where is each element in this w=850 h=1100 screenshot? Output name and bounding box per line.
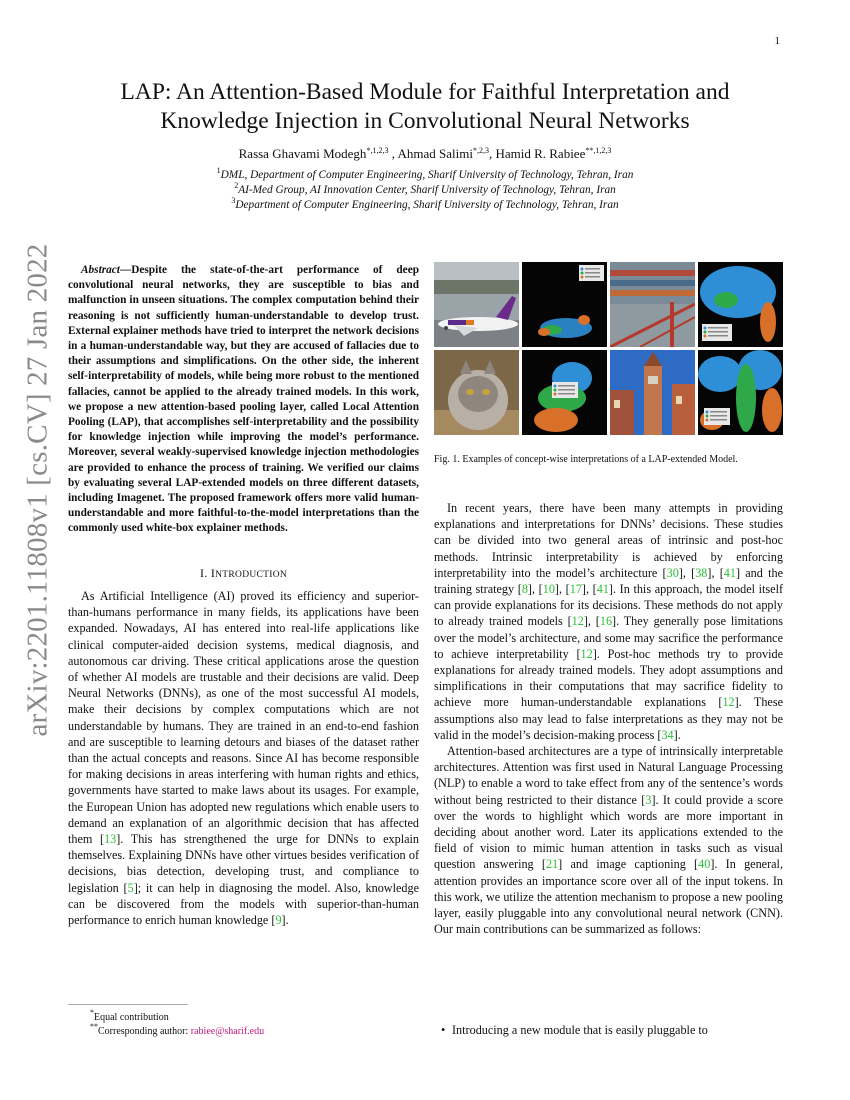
body-paragraph — [68, 588, 419, 928]
affiliation-2 — [80, 183, 770, 198]
paragraph-text: Attention-based architectures are a type of intrinsically interpretable architectures. Attention was first used in Natural Language Processing (NLP) to enable a word to take effect from any of the sentence’s words without being restricted to their distance [ — [434, 744, 783, 807]
paragraph-text: ]. In general, attention provides an importance score over all of the input tokens. In this work, we utilize the attention mechanism to propose a new pooling layer, easily pluggable into any convolutional neural network (CNN). Our main contributions can be summarized as follows: — [434, 857, 783, 937]
author-2-affil: *,2,3 — [472, 146, 489, 155]
paragraph-text: ], [ — [527, 582, 543, 597]
abstract-text: —Despite the state-of-the-art performance of deep convolutional neural networks, they are susceptible to bias and malfunction in unseen situations. The complex computation behind their reasoning is not sufficiently human-understandable to develop trust. External explainer methods have tried to interpret the network decisions in a human-understandable way, but they are accused of fallacies due to their assumptions and simplifications. On the other side, the inherent self-interpretability of models, while being more robust to the mentioned fallacies, cannot be applied to the already trained models. In this work, we propose a new attention-based pooling layer, called Local Attention Pooling (LAP), that accomplishes self-interpretability and the possibility for knowledge injection while improving the model’s performance. Moreover, several weakly-supervised knowledge injection methodologies are provided to enhance the process of training. We verified our claims by evaluating several LAP-extended models on three different datasets, including Imagenet. The proposed framework offers more valid human-understandable and more faithful-to-the-model interpretations than the commonly used white-box explainer methods. — [68, 264, 419, 535]
footnote-2-marker: ** — [90, 1022, 98, 1031]
paragraph-text: ] and the training strategy [ — [434, 565, 783, 597]
contribution-list — [434, 1022, 783, 1038]
paragraph-text: In recent years, there have been many attempts in providing explanations and interpretations for DNNs’ decisions. These studies can be divided into two general areas of intrinsic and post-hoc methods. Intrinsic interpretability is achieved by enforcing interpretability into the model’s architecture [ — [434, 501, 783, 580]
author-3-affil: **,1,2,3 — [585, 146, 612, 155]
citation-link[interactable]: 3 — [645, 792, 652, 807]
paragraph-text: ]; it can help in diagnosing the model. Also, knowledge can be discovered from the models with superior-than-human performance to enrich human knowledge [ — [68, 880, 419, 928]
citation-link[interactable]: 41 — [723, 565, 736, 580]
paragraph-text: ], [ — [583, 614, 600, 629]
paragraph-text: ], [ — [554, 582, 570, 597]
airplane-photo — [434, 262, 519, 347]
paragraph-text: ]. These assumptions also may lead to false interpretations as they may not be valid in the model’s decision-making process [ — [434, 695, 783, 742]
ship-bridge-photo — [610, 262, 695, 347]
citation-link[interactable]: 16 — [599, 614, 613, 629]
affiliation-3-text: Department of Computer Engineering, Sharif University of Technology, Tehran, Iran — [235, 199, 619, 211]
affiliations — [80, 168, 770, 213]
affiliation-3 — [80, 198, 770, 213]
paragraph-text: As Artificial Intelligence (AI) proved its efficiency and superior-than-humans performance in many fields, its applications have been expanded. Nowadays, AI has entered into real-life applications like clinical computer-aided decision systems, medical diagnosis, and autonomous car driving. These critical applications arose the question of whether AI models are trustable and their decisions are valid. Deep Neural Networks (DNNs), as one of the most successful AI models, make their decisions by complex computations which are not understandable by humans. They are trained in an end-to-end fashion and are susceptible to learning detours and biases of the dataset rather than the actual concepts and reasons. Since AI has become responsible for making decisions in areas interfering with human rights and ethics, governments have started to make laws about its usages. For example, the European Union has adopted new regulations which enable users to demand an explanation of an algorithmic decision that has affected them [ — [68, 589, 419, 847]
airplane-concept-map — [522, 262, 607, 347]
cat-concept-map — [522, 350, 607, 435]
abstract-label: Abstract — [81, 264, 120, 276]
ship-concept-map — [698, 262, 783, 347]
figure-1-caption: Fig. 1. Examples of concept-wise interpretations of a LAP-extended Model. — [434, 454, 738, 465]
contribution-item-1: • Introducing a new module that is easily pluggable to — [434, 1022, 783, 1038]
citation-link[interactable]: 5 — [127, 880, 134, 895]
citation-link[interactable]: 13 — [104, 832, 117, 847]
footnote-1-text: Equal contribution — [94, 1012, 169, 1023]
paragraph-text: ]. Post-hoc methods try to provide explanations for already trained models. They adopt assumptions and simplifications in their computations that may sacrifice fidelity to achieve more human-understandable explanations [ — [434, 646, 783, 710]
paragraph-text: ]. — [281, 913, 289, 928]
arxiv-stamp — [18, 243, 58, 737]
affiliation-1-text: DML, Department of Computer Engineering, Sharif University of Technology, Tehran, Iran — [220, 169, 634, 181]
affiliation-2-marker: 2 — [234, 181, 239, 190]
body-paragraph — [434, 743, 783, 937]
citation-link[interactable]: 8 — [521, 582, 528, 597]
citation-link[interactable]: 9 — [275, 913, 282, 928]
paragraph-text: ], [ — [678, 565, 696, 580]
paragraph-text: ]. It could provide a score over the words to highlight which words are more important in deciding about another word. Later its applications extended to the field of vision to mimic human attention in tasks such as visual question answering [ — [434, 792, 784, 872]
footnote-1-marker: * — [90, 1008, 94, 1017]
affiliation-2-text: AI-Med Group, AI Innovation Center, Sharif University of Technology, Tehran, Iran — [238, 184, 616, 196]
paragraph-text: ]. In this approach, the model itself can provide explanations for its decisions. These methods do not apply to already trained models [ — [434, 582, 784, 629]
title-line-1: LAP: An Attention-Based Module for Faithful Interpretation and — [120, 79, 730, 105]
footnote-1 — [90, 1008, 264, 1025]
citation-link[interactable]: 21 — [545, 857, 559, 872]
citation-link[interactable]: 30 — [666, 565, 679, 580]
author-list: Rassa Ghavami Modegh$^{*,1,2,3}$ , Ahmad Salimi$^{*,2,3}$, Hamid R. Rabiee$^{**,1,2,3}$ — [238, 146, 612, 161]
corresponding-email-link[interactable]: rabiee@sharif.edu — [190, 1026, 265, 1037]
author-1-affil: *,1,2,3 — [366, 146, 389, 155]
section-heading-introduction — [68, 566, 419, 581]
body-paragraph — [434, 500, 783, 743]
affiliation-1-marker: 1 — [216, 166, 221, 175]
author-2: Ahmad Salimi — [397, 146, 473, 161]
footnote-2 — [90, 1022, 265, 1039]
author-1: Rassa Ghavami Modegh — [238, 146, 367, 161]
abstract — [68, 263, 419, 537]
citation-link[interactable]: 34 — [661, 727, 674, 742]
citation-link[interactable]: 40 — [698, 857, 711, 872]
citation-link[interactable]: 10 — [542, 582, 555, 597]
section-title-initial: I — [210, 566, 216, 580]
citation-link[interactable]: 12 — [580, 646, 593, 661]
church-concept-map — [698, 350, 783, 435]
citation-link[interactable]: 38 — [695, 565, 708, 580]
left-column-body — [68, 588, 419, 928]
paragraph-text: ], [ — [581, 582, 597, 597]
paragraph-text: ]. — [673, 727, 681, 742]
figure-1 — [434, 262, 784, 435]
footnote-rule — [68, 1004, 188, 1005]
citation-link[interactable]: 41 — [596, 582, 609, 597]
citation-link[interactable]: 12 — [571, 614, 584, 629]
author-3: Hamid R. Rabiee — [495, 146, 586, 161]
paragraph-text: ]. They generally pose limitations over the model’s architecture, and some may sacrifice the performance to achieve interpretability [ — [434, 614, 783, 661]
citation-link[interactable]: 17 — [569, 582, 582, 597]
affiliation-3-marker: 3 — [231, 196, 236, 205]
paragraph-text: ] and image captioning [ — [558, 857, 699, 872]
cat-photo — [434, 350, 519, 435]
affiliation-1 — [80, 168, 770, 183]
page-number: 1 — [774, 35, 780, 47]
paper-title — [80, 78, 770, 136]
arxiv-stamp-text: arXiv:2201.11808v1 [cs.CV] 27 Jan 2022 — [21, 243, 54, 737]
title-line-2: Knowledge Injection in Convolutional Neural Networks — [160, 108, 690, 134]
footnotes — [90, 1008, 265, 1039]
church-tower-photo — [610, 350, 695, 435]
paragraph-text: ]. This has strengthened the urge for DNNs to explain themselves. Explaining DNNs have other virtues besides verification of decisions, bias detection, developing trust, and compliance to legislation [ — [68, 832, 419, 895]
citation-link[interactable]: 12 — [722, 695, 735, 710]
right-column-body — [434, 500, 783, 937]
footnote-2-text: Corresponding author: — [98, 1026, 191, 1037]
section-title-rest: NTRODUCTION — [215, 570, 288, 580]
section-number: I. — [199, 566, 211, 580]
paragraph-text: ], [ — [707, 565, 724, 580]
